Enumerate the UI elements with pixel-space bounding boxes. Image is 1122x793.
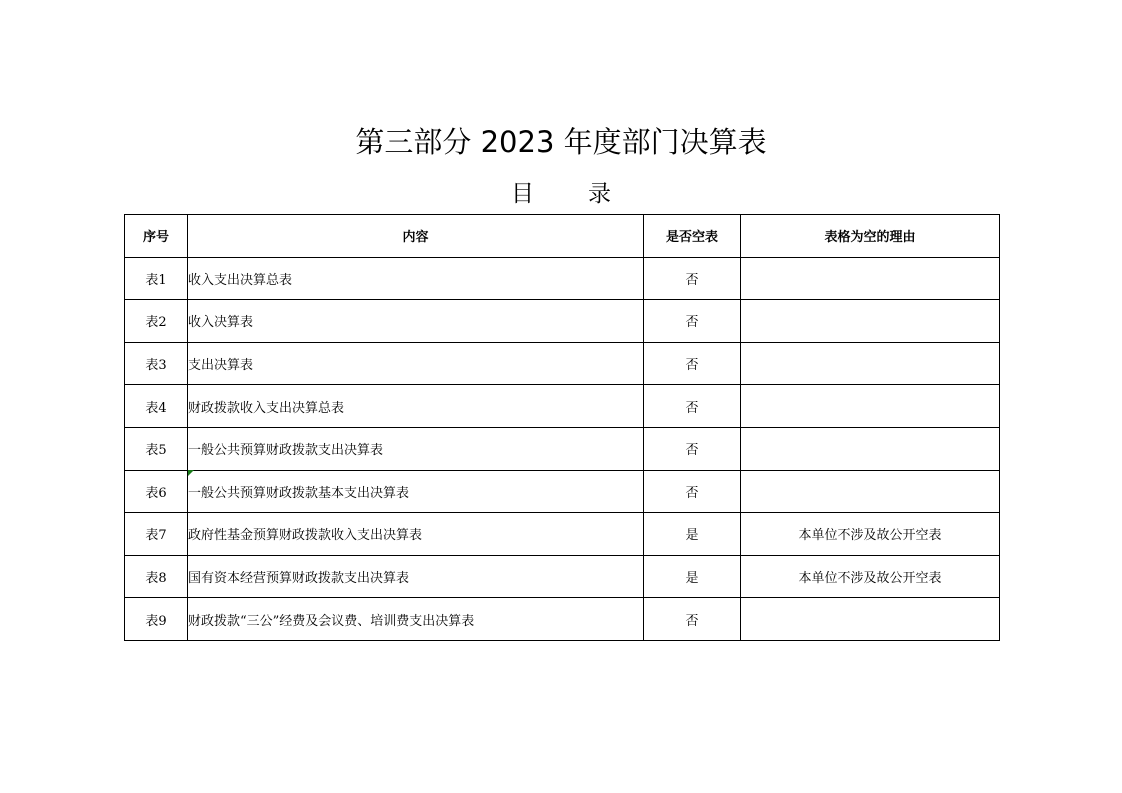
table-row [125,385,1000,428]
table-row [125,470,1000,513]
row-empty-reason [741,300,1000,343]
toc-heading-char-2: 录 [588,181,611,207]
row-index: 表8 [125,555,188,598]
header-empty-reason: 表格为空的理由 [741,215,1000,258]
row-index: 表9 [125,598,188,641]
row-is-empty: 否 [644,300,741,343]
toc-heading [0,177,1122,211]
row-empty-reason [741,342,1000,385]
row-is-empty: 是 [644,555,741,598]
table-row [125,300,1000,343]
row-empty-reason: 本单位不涉及故公开空表 [741,513,1000,556]
toc-heading-char-1: 目 [511,181,534,207]
row-empty-reason [741,470,1000,513]
toc-table [124,214,1000,641]
header-content: 内容 [188,215,644,258]
row-index: 表6 [125,470,188,513]
row-is-empty: 否 [644,257,741,300]
row-content: 收入决算表 [188,300,644,343]
row-index: 表1 [125,257,188,300]
row-is-empty: 是 [644,513,741,556]
table-row [125,427,1000,470]
row-index: 表3 [125,342,188,385]
row-index: 表2 [125,300,188,343]
table-row [125,513,1000,556]
row-empty-reason [741,427,1000,470]
page-title: 第三部分 2023 年度部门决算表 [355,125,767,159]
header-index: 序号 [125,215,188,258]
row-empty-reason [741,598,1000,641]
row-is-empty: 否 [644,470,741,513]
row-empty-reason: 本单位不涉及故公开空表 [741,555,1000,598]
table-header-row [125,215,1000,258]
table-row [125,342,1000,385]
header-is-empty: 是否空表 [644,215,741,258]
row-is-empty: 否 [644,598,741,641]
row-content: 一般公共预算财政拨款基本支出决算表 [188,470,644,513]
table-row [125,257,1000,300]
row-is-empty: 否 [644,342,741,385]
row-content: 一般公共预算财政拨款支出决算表 [188,427,644,470]
row-content: 政府性基金预算财政拨款收入支出决算表 [188,513,644,556]
row-empty-reason [741,385,1000,428]
row-content: 国有资本经营预算财政拨款支出决算表 [188,555,644,598]
table-row [125,598,1000,641]
table-row [125,555,1000,598]
row-content: 财政拨款“三公”经费及会议费、培训费支出决算表 [188,598,644,641]
row-content: 收入支出决算总表 [188,257,644,300]
row-empty-reason [741,257,1000,300]
row-index: 表7 [125,513,188,556]
row-is-empty: 否 [644,385,741,428]
row-index: 表4 [125,385,188,428]
row-content: 财政拨款收入支出决算总表 [188,385,644,428]
row-index: 表5 [125,427,188,470]
cell-comment-indicator [188,470,194,476]
row-content: 支出决算表 [188,342,644,385]
row-is-empty: 否 [644,427,741,470]
